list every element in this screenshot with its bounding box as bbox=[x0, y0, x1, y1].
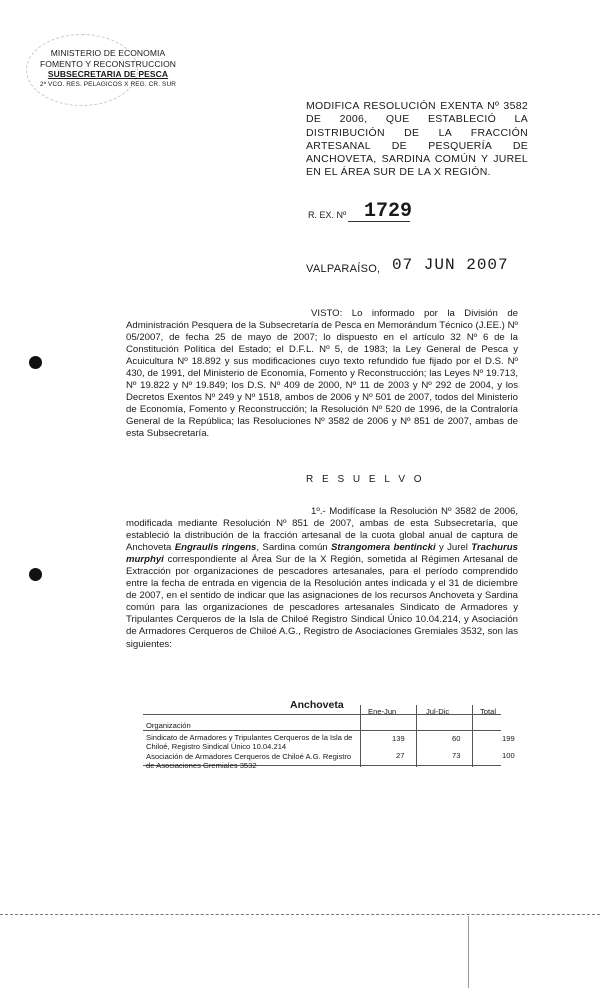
visto-paragraph bbox=[126, 308, 518, 441]
visto-text: VISTO: Lo informado por la División de Administración Pesquera de la Subsecretaría de Pesca en Memorándum Técnico (J.EE.) Nº 05/2007, de fecha 25 de mayo de 2007; lo dispuesto en el artículo 32 Nº 6 de la Constitución Política del Estado; el D.F.L. Nº 5, de 1983; la Ley General de Pesca y Acuicultura Nº 18.892 y sus modificaciones cuyo texto refundido fue fijado por el D.S. Nº 430, de 1991, del Ministerio de Economía, Fomento y Reconstrucción; las Leyes Nº 19.713, Nº 19.822 y Nº 19.849; los D.S. Nº 409 de 2000, Nº 11 de 2003 y Nº 292 de 2004, y los Decretos Exentos Nº 249 y Nº 1518, ambos de 2006 y Nº 501 de 2007, todos del Ministerio de Economía, Fomento y Reconstrucción; la Resolución Nº 520 de 1996, de la Contraloría General de la República; las Resoluciones Nº 3582 de 2006 y Nº 851 de 2007, ambas de esta Subsecretaría. bbox=[126, 308, 518, 440]
species-jurel: Trachurus murphyi bbox=[126, 542, 518, 566]
letterhead bbox=[28, 48, 188, 90]
scan-edge bbox=[468, 916, 469, 988]
letterhead-office: 2ª VCO. RES. PELAGICOS X REG. CR. SUR bbox=[39, 80, 177, 88]
resolution-number-label: R. EX. Nº bbox=[308, 210, 347, 220]
article-1-text-2: , Sardina común bbox=[256, 542, 331, 554]
resolution-subject: MODIFICA RESOLUCIÓN EXENTA Nº 3582 DE 2006, QUE ESTABLECIÓ LA DISTRIBUCIÓN DE LA FRACCIÓN ARTESANAL DE PESQUERÍA DE ANCHOVETA, SARDINA COMÚN Y JUREL EN EL ÁREA SUR DE LA X REGIÓN. bbox=[306, 100, 528, 179]
table-row-2-total: 100 bbox=[502, 751, 515, 760]
table-row-2-ene-jun: 27 bbox=[396, 751, 405, 760]
article-1-text-1: 1º.- Modifícase la Resolución Nº 3582 de 2006, modificada mediante Resolución Nº 851 de 2007, ambas de esta Subsecretaría, que estableció la distribución de la fracción artesanal de la cuota global anual de captura de Anchoveta bbox=[126, 506, 518, 554]
table-title: Anchoveta bbox=[290, 699, 344, 711]
letterhead-ministry-2: FOMENTO Y RECONSTRUCCION bbox=[39, 58, 177, 69]
date-stamp: 07 JUN 2007 bbox=[392, 256, 509, 274]
species-sardina: Strangomera bentincki bbox=[330, 542, 436, 554]
table-col-divider-2 bbox=[416, 705, 417, 767]
table-row-2-org: Asociación de Armadores Cerqueros de Chiloé A.G. Registro de Asociaciones Gremiales 3532 bbox=[146, 752, 352, 770]
article-1-text-4: correspondiente al Área Sur de la X Región, sometida al Régimen Artesanal de Extracción por organizaciones de pescadores artesanales, para el período comprendido entre la fecha de entrada en vigencia de la Resolución antes indicada y el 31 de diciembre de 2007, en el sentido de indicar que las asignaciones de los recursos Anchoveta y Sardina común para las organizaciones de pescadores artesanales Sindicato de Armadores y Tripulantes Cerqueros de la Isla de Chiloé Registro Sindical Único 10.04.214, y Asociación de Armadores Cerqueros de Chiloé A.G., Registro de Asociaciones Gremiales 3532, son las siguientes: bbox=[126, 554, 518, 650]
letterhead-ministry: MINISTERIO DE ECONOMIA bbox=[50, 48, 166, 58]
table-row-1-ene-jun: 139 bbox=[392, 734, 405, 743]
table-col-divider-3 bbox=[472, 705, 473, 767]
scan-line bbox=[0, 914, 600, 915]
header-ene-jun: Ene-Jun bbox=[368, 707, 397, 716]
article-1-text-3: y Jurel bbox=[435, 542, 472, 554]
table-row-1-org: Sindicato de Armadores y Tripulantes Cerqueros de la Isla de Chiloé, Registro Sindical Único 10.04.214 bbox=[146, 733, 353, 751]
species-anchoveta: Engraulis ringens bbox=[174, 542, 257, 554]
punch-hole-top bbox=[29, 356, 42, 369]
table-row-2-jul-dic: 73 bbox=[452, 751, 461, 760]
table-col-divider-1 bbox=[360, 705, 361, 767]
resolution-number: 1729 bbox=[364, 200, 413, 223]
letterhead-subsecretaria: SUBSECRETARIA DE PESCA bbox=[47, 69, 169, 79]
header-total: Total bbox=[480, 707, 497, 716]
punch-hole-bottom bbox=[29, 568, 42, 581]
place: VALPARAÍSO, bbox=[306, 263, 381, 275]
article-1-paragraph bbox=[126, 506, 518, 651]
resuelvo-heading: R E S U E L V O bbox=[306, 474, 425, 485]
header-jul-dic: Jul-Dic bbox=[426, 707, 450, 716]
table-row-1-total: 199 bbox=[502, 734, 515, 743]
header-organizacion: Organización bbox=[146, 721, 191, 730]
table-header-rule bbox=[143, 730, 501, 731]
table-row-1-jul-dic: 60 bbox=[452, 734, 461, 743]
